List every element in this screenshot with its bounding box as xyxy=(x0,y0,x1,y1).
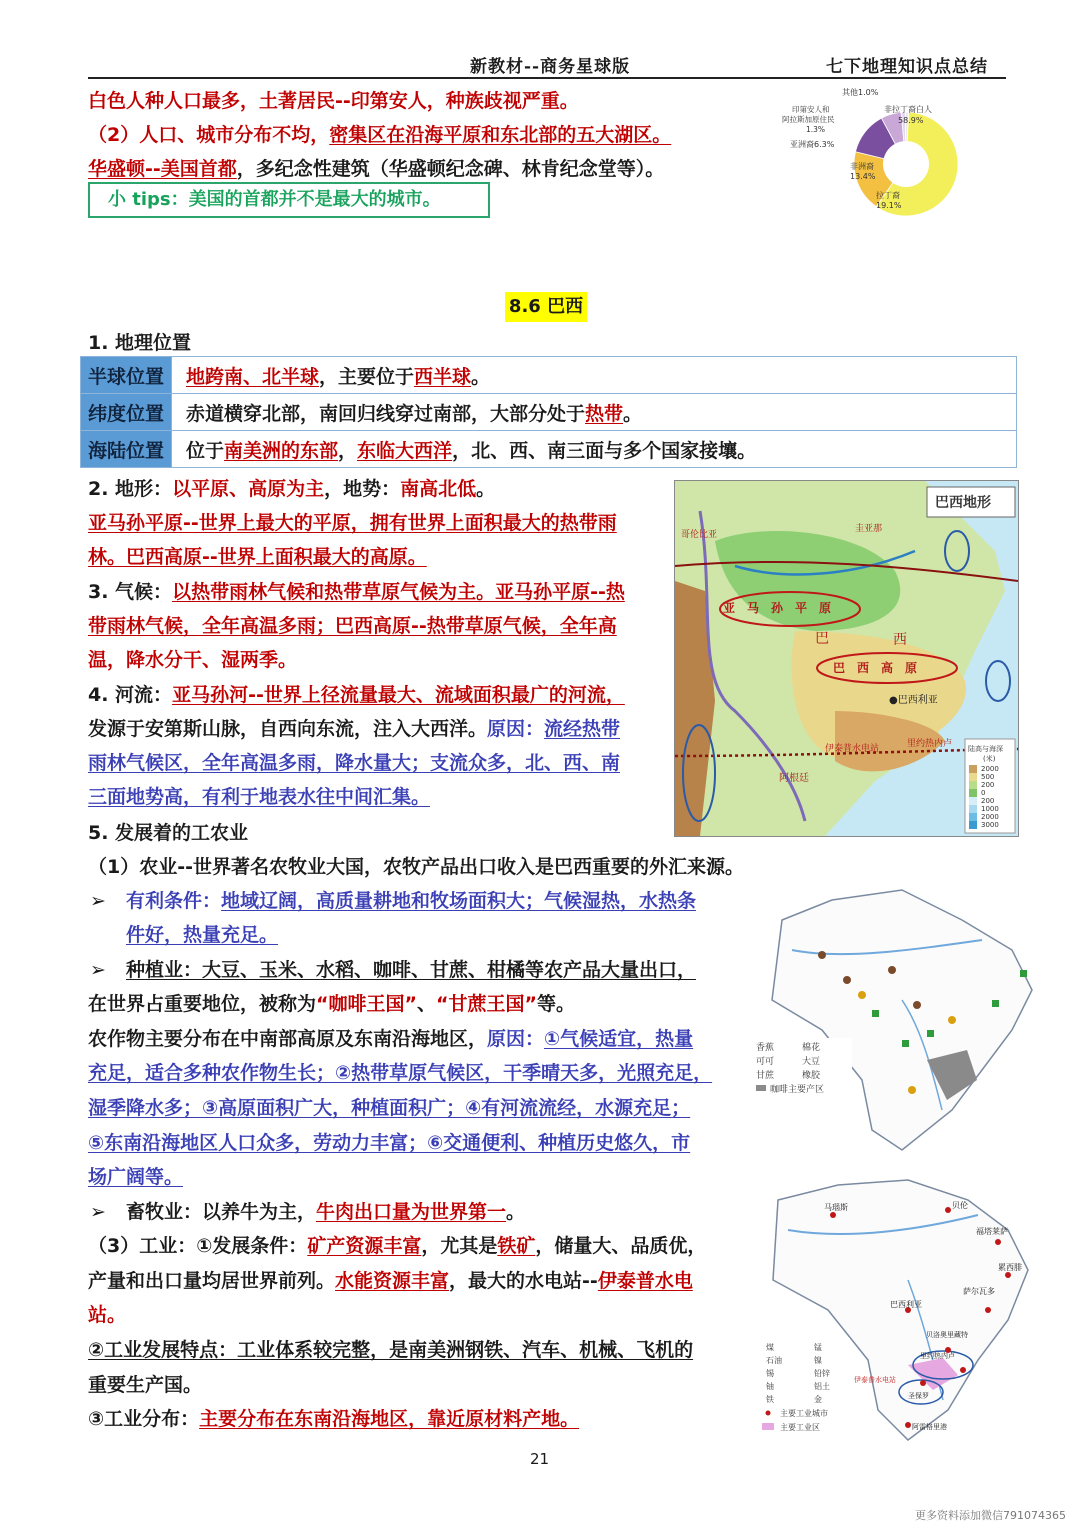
city-brasilia: 巴西利亚 xyxy=(890,1300,922,1309)
header-left: 新教材--商务星球版 xyxy=(470,57,631,77)
city-sao-paulo: 圣保罗 xyxy=(908,1392,929,1400)
city-rio: 里约热内卢 xyxy=(920,1352,955,1360)
svg-text:500: 500 xyxy=(981,773,995,781)
map-label-guiana: 圭亚那 xyxy=(855,524,883,534)
climate-line-2: 带雨林气候，全年高温多雨；巴西高原--热带草原气候，全年高 xyxy=(88,615,617,637)
map-label-brasilia: ●巴西利亚 xyxy=(889,695,938,706)
agri-map-graphic xyxy=(752,880,1042,1165)
agri-legend-sugarcane: 甘蔗 xyxy=(756,1071,775,1081)
row-label: 海陆位置 xyxy=(81,431,172,468)
intro-line-3: 华盛顿--美国首都，多纪念性建筑（华盛顿纪念碑、林肯纪念堂等）。 xyxy=(88,158,665,180)
bullet-arrow-icon: ➢ xyxy=(90,959,106,981)
river-line-2: 发源于安第斯山脉，自西向东流，注入大西洋。原因：流经热带 xyxy=(88,718,621,740)
agri-legend-cotton: 棉花 xyxy=(802,1043,821,1053)
map-label-rio: 里约热内卢 xyxy=(907,739,953,749)
svg-text:200: 200 xyxy=(981,781,995,789)
agri-c-line-3: 湿季降水多；③高原面积广大，种植面积广；④有河流流经，水源充足； xyxy=(88,1097,691,1119)
climate-line-3: 温，降水分干、湿两季。 xyxy=(88,649,298,671)
terrain-legend-title: 陆高与海深 xyxy=(968,745,1003,753)
svg-text:铁: 铁 xyxy=(766,1395,774,1404)
agri-b3-line: 畜牧业：以养牛为主，牛肉出口量为世界第一。 xyxy=(126,1201,526,1223)
city-manaus: 马瑙斯 xyxy=(824,1203,848,1212)
brazil-agriculture-map xyxy=(752,880,1042,1165)
pie-label-white: 非拉丁裔白人 58.9% xyxy=(884,105,932,125)
svg-text:镍: 镍 xyxy=(814,1356,822,1365)
svg-text:主要工业区: 主要工业区 xyxy=(780,1423,820,1432)
header-right: 七下地理知识点总结 xyxy=(826,57,988,77)
agri-legend-coffee: 咖啡主要产区 xyxy=(770,1085,825,1095)
river-line-1: 4. 河流：亚马孙河--世界上径流量最大、流域面积最广的河流， xyxy=(88,684,625,706)
section-title: 8.6 巴西 xyxy=(505,292,587,322)
svg-text:1000: 1000 xyxy=(981,805,999,813)
agri-legend-banana: 香蕉 xyxy=(756,1043,775,1053)
industry-line-2: 产量和出口量均居世界前列。水能资源丰富，最大的水电站--伊泰普水电 xyxy=(88,1270,693,1292)
agri-heading: 5. 发展着的工农业 xyxy=(88,822,249,844)
agri-line-1: （1）农业--世界著名农牧业大国，农牧产品出口收入是巴西重要的外汇来源。 xyxy=(88,856,744,878)
row-label: 纬度位置 xyxy=(81,394,172,431)
industry-line-1: （3）工业：①发展条件：矿产资源丰富，尤其是铁矿，储量大、品质优， xyxy=(88,1235,707,1257)
svg-text:3000: 3000 xyxy=(981,821,999,829)
svg-text:锡: 锡 xyxy=(766,1369,774,1378)
terrain-line-2: 亚马孙平原--世界上最大的平原，拥有世界上面积最大的热带雨 xyxy=(88,512,617,534)
agri-b2-line-2: 在世界占重要地位，被称为“咖啡王国”、“甘蔗王国”等。 xyxy=(88,993,576,1015)
agri-c-line-2: 充足，适合多种农作物生长；②热带草原气候区，干季晴天多，光照充足， xyxy=(88,1062,713,1084)
city-recife: 累西腓 xyxy=(998,1263,1022,1272)
agri-legend-rubber: 橡胶 xyxy=(802,1071,821,1081)
svg-text:金: 金 xyxy=(814,1395,822,1404)
terrain-line-1: 2. 地形：以平原、高原为主，地势：南高北低。 xyxy=(88,478,496,500)
map3-itaipu: 伊泰普水电站 xyxy=(854,1376,896,1384)
industry-line-5: 重要生产国。 xyxy=(88,1374,203,1396)
map-label-colombia: 哥伦比亚 xyxy=(681,530,718,540)
svg-text:铝土: 铝土 xyxy=(814,1382,830,1391)
agri-c-line-4: ⑤东南沿海地区人口众多，劳动力丰富；⑥交通便利、种植历史悠久，市 xyxy=(88,1132,691,1154)
table-row xyxy=(81,357,1017,394)
brazil-terrain-map xyxy=(674,480,1019,837)
pie-label-indian: 印第安人和阿拉斯加原住民 1.3% xyxy=(782,105,835,134)
svg-text:铅锌: 铅锌 xyxy=(814,1369,830,1378)
brazil-industry-map xyxy=(758,1170,1048,1445)
city-porto-alegre: 阿雷格里港 xyxy=(912,1423,947,1431)
city-belo-horizonte: 贝洛奥里藏特 xyxy=(926,1331,968,1339)
svg-text:石油: 石油 xyxy=(766,1356,782,1365)
map-label-argentina: 阿根廷 xyxy=(779,773,809,784)
industry-line-3: 站。 xyxy=(88,1304,127,1326)
intro-line-1: 白色人种人口最多，土著居民--印第安人，种族歧视严重。 xyxy=(88,90,579,112)
svg-text:锰: 锰 xyxy=(814,1343,822,1352)
svg-text:铀: 铀 xyxy=(766,1382,774,1391)
svg-text:2000: 2000 xyxy=(981,765,999,773)
agri-c-line-5: 场广阔等。 xyxy=(88,1166,184,1188)
population-pie-chart xyxy=(780,84,980,234)
agri-legend-soy: 大豆 xyxy=(802,1057,821,1067)
map-label-xi: 西 xyxy=(893,632,907,648)
industry-line-6: ③工业分布：主要分布在东南沿海地区，靠近原材料产地。 xyxy=(88,1408,580,1430)
pie-label-latino: 拉丁裔 19.1% xyxy=(876,191,902,210)
population-pie-figure xyxy=(780,84,980,234)
terrain-map-graphic xyxy=(675,481,1018,836)
map-label-itaipu: 伊泰普水电站 xyxy=(825,744,880,754)
agri-legend-cocoa: 可可 xyxy=(756,1057,775,1067)
pie-label-other: 其他1.0% xyxy=(842,88,879,97)
svg-text:200: 200 xyxy=(981,797,995,805)
agri-b1-line-2: 件好，热量充足。 xyxy=(126,924,279,946)
header-divider xyxy=(88,77,1006,79)
row-value: 位于南美洲的东部，东临大西洋，北、西、南三面与多个国家接壤。 xyxy=(172,431,1017,468)
map-label-plain: 亚 马 孙 平 原 xyxy=(723,601,832,615)
row-value: 赤道横穿北部，南回归线穿过南部，大部分处于热带。 xyxy=(172,394,1017,431)
river-line-4: 三面地势高，有利于地表水往中间汇集。 xyxy=(88,786,431,808)
row-label: 半球位置 xyxy=(81,357,172,394)
svg-text:2000: 2000 xyxy=(981,813,999,821)
svg-text:煤: 煤 xyxy=(766,1343,774,1352)
watermark-text: 更多资料添加微信791074365 xyxy=(915,1509,1066,1522)
industry-line-4: ②工业发展特点：工业体系较完整，是南美洲钢铁、汽车、机械、飞机的 xyxy=(88,1339,694,1361)
row-value: 地跨南、北半球，主要位于西半球。 xyxy=(172,357,1017,394)
agri-b1-line-1: 有利条件：地域辽阔，高质量耕地和牧场面积大；气候湿热，水热条 xyxy=(126,890,697,912)
bullet-arrow-icon: ➢ xyxy=(90,1201,106,1223)
geo-heading: 1. 地理位置 xyxy=(88,332,192,354)
svg-text:主要工业城市: 主要工业城市 xyxy=(780,1409,828,1418)
page-number: 21 xyxy=(530,1450,550,1468)
table-row xyxy=(81,394,1017,431)
river-line-3: 雨林气候区，全年高温多雨，降水量大；支流众多，北、西、南 xyxy=(88,752,621,774)
table-row xyxy=(81,431,1017,468)
svg-text:(米): (米) xyxy=(983,755,996,763)
city-salvador: 萨尔瓦多 xyxy=(963,1287,995,1296)
svg-text:0: 0 xyxy=(981,789,986,797)
agri-b2-line-1: 种植业：大豆、玉米、水稻、咖啡、甘蔗、柑橘等农产品大量出口， xyxy=(126,959,697,981)
pie-label-asian: 亚洲裔6.3% xyxy=(790,140,835,149)
agri-c-line-1: 农作物主要分布在中南部高原及东南沿海地区，原因：①气候适宜，热量 xyxy=(88,1028,694,1050)
bullet-arrow-icon: ➢ xyxy=(90,890,106,912)
geo-position-table xyxy=(80,356,1017,468)
city-belem: 贝伦 xyxy=(952,1201,968,1210)
map-label-plateau: 巴 西 高 原 xyxy=(833,661,918,675)
terrain-map-title: 巴西地形 xyxy=(935,495,991,511)
city-fortaleza: 福塔莱萨 xyxy=(976,1227,1008,1236)
tip-box: 小 tips：美国的首都并不是最大的城市。 xyxy=(88,182,490,218)
pie-label-african: 非洲裔 13.4% xyxy=(850,162,876,181)
terrain-line-3: 林。巴西高原--世界上面积最大的高原。 xyxy=(88,546,427,568)
industry-map-graphic xyxy=(758,1170,1048,1445)
map-label-ba: 巴 xyxy=(815,631,829,647)
intro-line-2: （2）人口、城市分布不均，密集区在沿海平原和东北部的五大湖区。 xyxy=(88,124,672,146)
climate-line-1: 3. 气候：以热带雨林气候和热带草原气候为主。亚马孙平原--热 xyxy=(88,581,625,603)
